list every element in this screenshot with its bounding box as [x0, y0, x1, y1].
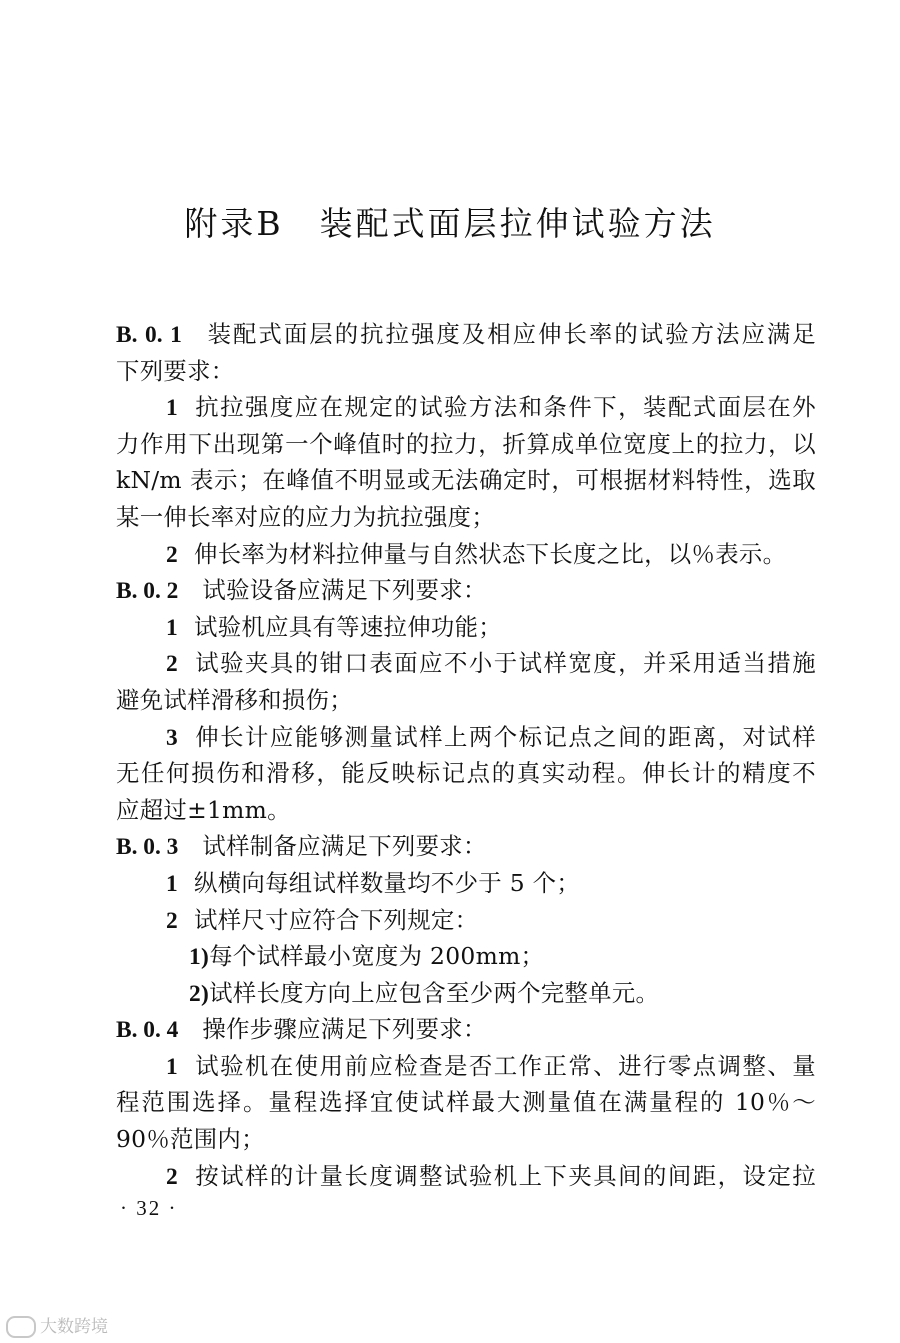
line-text: 每个试样最小宽度为 200mm；: [209, 942, 545, 971]
line-text: 伸长计应能够测量试样上两个标记点之间的距离，对试样: [194, 722, 816, 751]
text-line: [116, 1121, 816, 1158]
text-line: [116, 499, 816, 536]
line-text: 试样尺寸应符合下列规定：: [194, 905, 479, 934]
line-text: 90％范围内；: [116, 1125, 265, 1154]
text-line: [116, 316, 816, 353]
text-line: [116, 682, 816, 719]
item-number: 3: [166, 724, 178, 751]
clause-number: B. 0. 2: [116, 578, 179, 605]
text-line: [116, 755, 816, 792]
text-line: [116, 938, 816, 975]
watermark: [6, 1312, 108, 1338]
item-number: 1: [166, 395, 178, 422]
text-line: [116, 1158, 816, 1195]
item-number: 1: [166, 1053, 178, 1080]
line-text: 某一伸长率对应的应力为抗拉强度；: [116, 502, 496, 531]
appendix-title: 附录B 装配式面层拉伸试验方法: [184, 204, 716, 243]
text-line: [116, 975, 816, 1012]
watermark-logo-icon: [6, 1316, 36, 1338]
item-number: 2: [166, 651, 178, 678]
line-text: 试样长度方向上应包含至少两个完整单元。: [209, 978, 660, 1007]
line-text: 按试样的计量长度调整试验机上下夹具间的间距，设定拉: [194, 1161, 816, 1190]
line-text: 应超过±1mm。: [116, 795, 291, 824]
text-line: [116, 353, 816, 390]
text-line: [116, 902, 816, 939]
line-text: 无任何损伤和滑移，能反映标记点的真实动程。伸长计的精度不: [116, 759, 816, 788]
item-number: 1: [166, 870, 178, 897]
text-line: [116, 572, 816, 609]
text-line: [116, 1084, 816, 1121]
text-line: [116, 462, 816, 499]
text-line: [116, 792, 816, 829]
line-text: 抗拉强度应在规定的试验方法和条件下，装配式面层在外: [194, 393, 816, 422]
line-text: 试验机在使用前应检查是否工作正常、进行零点调整、量: [194, 1051, 816, 1080]
text-line: [116, 865, 816, 902]
sub-item-number: 1): [189, 944, 210, 971]
text-line: [116, 1011, 816, 1048]
sub-item-number: 2): [189, 980, 210, 1007]
line-text: 避免试样滑移和损伤；: [116, 685, 353, 714]
text-line: [116, 645, 816, 682]
line-text: 纵横向每组试样数量均不少于 5 个；: [194, 868, 581, 897]
line-text: 试验夹具的钳口表面应不小于试样宽度，并采用适当措施: [194, 649, 816, 678]
clause-number: B. 0. 3: [116, 834, 179, 861]
line-text: kN/m 表示；在峰值不明显或无法确定时，可根据材料特性，选取: [116, 466, 816, 495]
item-number: 2: [166, 541, 178, 568]
line-text: 试验设备应满足下列要求：: [202, 576, 487, 605]
item-number: 2: [166, 1163, 178, 1190]
text-line: [116, 719, 816, 756]
text-line: [116, 536, 816, 573]
line-text: 伸长率为材料拉伸量与自然状态下长度之比，以％表示。: [194, 539, 787, 568]
line-text: 装配式面层的抗拉强度及相应伸长率的试验方法应满足: [205, 320, 816, 348]
clause-number: B. 0. 1: [116, 322, 182, 348]
line-text: 力作用下出现第一个峰值时的拉力，折算成单位宽度上的拉力，以: [116, 429, 816, 458]
item-number: 2: [166, 907, 178, 934]
line-text: 试样制备应满足下列要求：: [202, 832, 487, 861]
line-text: 下列要求：: [116, 356, 235, 385]
text-line: [116, 389, 816, 426]
line-text: 试验机应具有等速拉伸功能；: [194, 612, 502, 641]
text-line: [116, 609, 816, 646]
page-number: · 32 ·: [120, 1196, 178, 1220]
line-text: 操作步骤应满足下列要求：: [202, 1015, 487, 1044]
clause-number: B. 0. 4: [116, 1017, 179, 1044]
text-line: [116, 828, 816, 865]
watermark-text: 大数跨境: [40, 1317, 108, 1337]
item-number: 1: [166, 614, 178, 641]
body-text: [116, 316, 816, 1194]
text-line: [116, 1048, 816, 1085]
line-text: 程范围选择。量程选择宜使试样最大测量值在满量程的 10％～: [116, 1088, 816, 1117]
text-line: [116, 426, 816, 463]
